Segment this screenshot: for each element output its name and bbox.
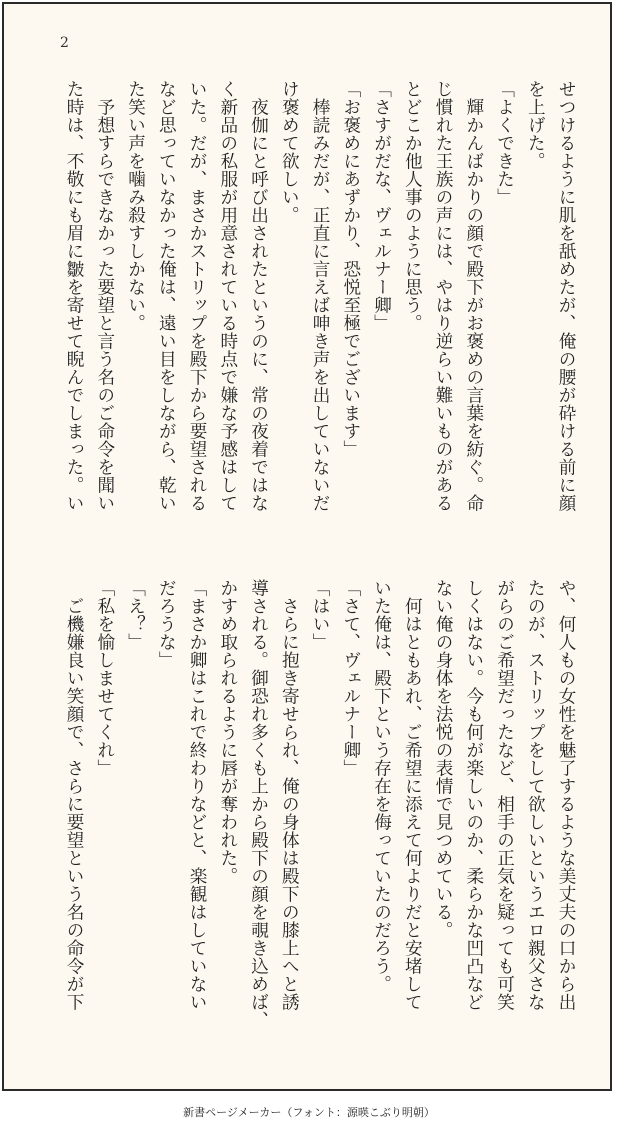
- text-line: く新品の私服が用意されている時点で嫌な予感はして: [217, 80, 238, 512]
- book-page: [2, 2, 612, 1091]
- text-line: や、何人もの女性を魅了するような美丈夫の口から出: [556, 579, 576, 1011]
- text-line: 何はともあれ、ご希望に添えて何よりだと安堵して: [402, 579, 423, 1011]
- text-line: 「私を愉しませてくれ」: [94, 579, 115, 777]
- text-line: さらに抱き寄せられ、俺の身体は殿下の膝上へと誘: [279, 579, 300, 1011]
- text-line: がらのご希望だったなど、相手の正気を疑っても可笑: [494, 579, 515, 1011]
- page-number: 2: [60, 35, 69, 51]
- text-line: 棒読みだが、正直に言えば呻き声を出していないだ: [310, 80, 330, 512]
- text-line: とどこか他人事のように思う。: [402, 80, 423, 332]
- text-line: 「よくできた」: [494, 80, 515, 206]
- text-line: 「え？」: [125, 579, 146, 651]
- text-line: け褒めて欲しい。: [279, 80, 300, 224]
- upper-text-column: [62, 80, 578, 532]
- text-line: たのが、ストリップをして欲しいというエロ親父さな: [525, 579, 546, 1011]
- text-line: を上げた。: [525, 80, 546, 170]
- text-line: 「はい」: [310, 579, 330, 651]
- text-line: た笑い声を噛み殺すしかない。: [125, 80, 146, 332]
- text-line: 輝かんばかりの顔で殿下がお褒めの言葉を紡ぐ。命: [463, 80, 484, 512]
- text-line: 夜伽にと呼び出されたというのに、常の夜着ではな: [248, 80, 269, 512]
- text-line: 予想すらできなかった要望と言う名のご命令を聞い: [94, 80, 115, 512]
- text-line: いた。だが、まさかストリップを殿下から要望される: [187, 80, 207, 512]
- text-line: かすめ取られるように唇が奪われた。: [217, 579, 238, 885]
- text-line: いた俺は、殿下という存在を侮っていたのだろう。: [371, 579, 392, 993]
- text-line: だろうな」: [156, 579, 177, 669]
- text-line: 「まさか卿はこれで終わりなどと、楽観はしていない: [187, 579, 207, 1011]
- text-line: ご機嫌良い笑顔で、さらに要望という名の命令が下: [64, 579, 84, 1011]
- text-line: 「さて、ヴェルナー卿」: [340, 579, 361, 777]
- text-line: 「さすがだな、ヴェルナー卿」: [371, 80, 392, 332]
- footer-credit: 新書ページメーカー（フォント：源暎こぶり明朝）: [183, 1106, 435, 1119]
- text-line: じ慣れた王族の声には、やはり逆らい難いものがある: [433, 80, 453, 512]
- lower-text-column: [62, 579, 578, 1031]
- text-line: せつけるように肌を舐めたが、俺の腰が砕ける前に顔: [556, 80, 576, 512]
- text-line: など思っていなかった俺は、遠い目をしながら、乾い: [156, 80, 177, 512]
- text-line: ない俺の身体を法悦の表情で見つめている。: [433, 579, 453, 939]
- text-line: 導される。御恐れ多くも上から殿下の顔を覗き込めば、: [248, 579, 269, 1029]
- text-line: 「お褒めにあずかり、恐悦至極でございます」: [340, 80, 361, 458]
- text-line: た時は、不敬にも眉に皺を寄せて睨んでしまった。い: [64, 80, 84, 512]
- text-line: しくはない。今も何が楽しいのか、柔らかな凹凸など: [463, 579, 484, 1011]
